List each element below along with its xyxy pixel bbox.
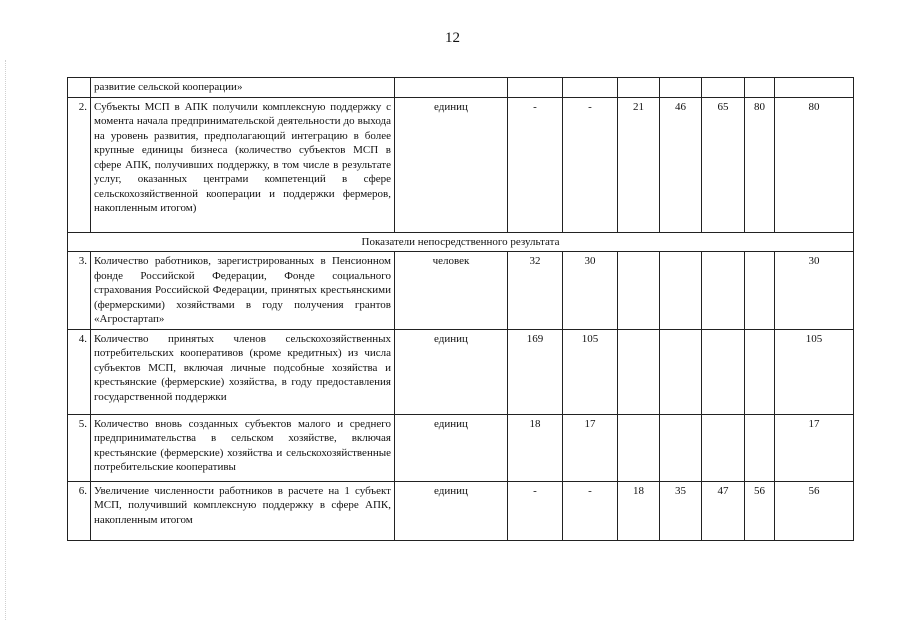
value-cell bbox=[702, 414, 745, 481]
value-cell: 47 bbox=[702, 481, 745, 540]
value-cell: 18 bbox=[508, 414, 563, 481]
value-cell bbox=[660, 414, 702, 481]
binding-margin-marks bbox=[5, 60, 8, 620]
table-row bbox=[68, 252, 854, 330]
value-cell: 32 bbox=[508, 252, 563, 330]
value-cell: 35 bbox=[660, 481, 702, 540]
description-cell: Количество принятых членов сельскохозяйственных потребительских кооперативов (кроме кредитных) из числа субъектов МСП, включая личные подсобные хозяйства и крестьянские (фермерские) хозяйства, в году предоставления государственной поддержки bbox=[91, 329, 395, 414]
value-cell bbox=[563, 78, 618, 98]
number-cell: 2. bbox=[68, 97, 91, 232]
table-row bbox=[68, 481, 854, 540]
unit-cell: единиц bbox=[395, 481, 508, 540]
value-cell: 80 bbox=[745, 97, 775, 232]
value-cell: - bbox=[508, 97, 563, 232]
description-cell: Количество работников, зарегистрированных в Пенсионном фонде Российской Федерации, Фонде социального страхования Российской Федерации, принятых крестьянскими (фермерскими) хозяйствами в году получения грантов «Агростартап» bbox=[91, 252, 395, 330]
unit-cell: единиц bbox=[395, 414, 508, 481]
value-cell: 21 bbox=[618, 97, 660, 232]
table-row bbox=[68, 414, 854, 481]
value-cell bbox=[745, 78, 775, 98]
value-cell: 46 bbox=[660, 97, 702, 232]
value-cell bbox=[745, 329, 775, 414]
number-cell bbox=[68, 78, 91, 98]
value-cell bbox=[745, 414, 775, 481]
value-cell bbox=[660, 78, 702, 98]
value-cell bbox=[508, 78, 563, 98]
description-cell: Количество вновь созданных субъектов малого и среднего предпринимательства в сельском хозяйстве, включая крестьянские (фермерские) хозяйства и сельскохозяйственные потребительские кооперативы bbox=[91, 414, 395, 481]
value-cell bbox=[660, 252, 702, 330]
value-cell bbox=[618, 78, 660, 98]
value-cell: 30 bbox=[563, 252, 618, 330]
number-cell: 5. bbox=[68, 414, 91, 481]
total-cell: 17 bbox=[775, 414, 854, 481]
total-cell: 105 bbox=[775, 329, 854, 414]
value-cell: 169 bbox=[508, 329, 563, 414]
unit-cell: единиц bbox=[395, 97, 508, 232]
total-cell: 56 bbox=[775, 481, 854, 540]
value-cell: 17 bbox=[563, 414, 618, 481]
table-row bbox=[68, 329, 854, 414]
number-cell: 4. bbox=[68, 329, 91, 414]
value-cell bbox=[745, 252, 775, 330]
table-row bbox=[68, 97, 854, 232]
value-cell bbox=[618, 252, 660, 330]
description-cell: развитие сельской кооперации» bbox=[91, 78, 395, 98]
value-cell: - bbox=[563, 481, 618, 540]
value-cell bbox=[618, 414, 660, 481]
value-cell bbox=[702, 329, 745, 414]
total-cell: 80 bbox=[775, 97, 854, 232]
value-cell bbox=[702, 252, 745, 330]
value-cell bbox=[618, 329, 660, 414]
page-number: 12 bbox=[445, 30, 460, 46]
table-row bbox=[68, 78, 854, 98]
value-cell: - bbox=[508, 481, 563, 540]
total-cell: 30 bbox=[775, 252, 854, 330]
value-cell: 18 bbox=[618, 481, 660, 540]
value-cell: 65 bbox=[702, 97, 745, 232]
unit-cell bbox=[395, 78, 508, 98]
description-cell: Увеличение численности работников в расчете на 1 субъект МСП, получивший комплексную поддержку в сфере АПК, накопленным итогом bbox=[91, 481, 395, 540]
value-cell: 56 bbox=[745, 481, 775, 540]
unit-cell: человек bbox=[395, 252, 508, 330]
value-cell: - bbox=[563, 97, 618, 232]
value-cell: 105 bbox=[563, 329, 618, 414]
number-cell: 6. bbox=[68, 481, 91, 540]
value-cell bbox=[702, 78, 745, 98]
description-cell: Субъекты МСП в АПК получили комплексную поддержку с момента начала предпринимательской деятельности до выхода на уровень развития, предполагающий интеграцию в более крупные единицы бизнеса (количество субъектов МСП в сфере АПК, получивших поддержку, в том числе в результате услуг, оказанных центрами компетенций в сфере сельскохозяйственной кооперации и поддержки фермеров, накопленным итогом) bbox=[91, 97, 395, 232]
total-cell bbox=[775, 78, 854, 98]
section-row bbox=[68, 232, 854, 252]
unit-cell: единиц bbox=[395, 329, 508, 414]
number-cell: 3. bbox=[68, 252, 91, 330]
indicators-table bbox=[67, 77, 854, 541]
value-cell bbox=[660, 329, 702, 414]
section-heading: Показатели непосредственного результата bbox=[68, 232, 854, 252]
